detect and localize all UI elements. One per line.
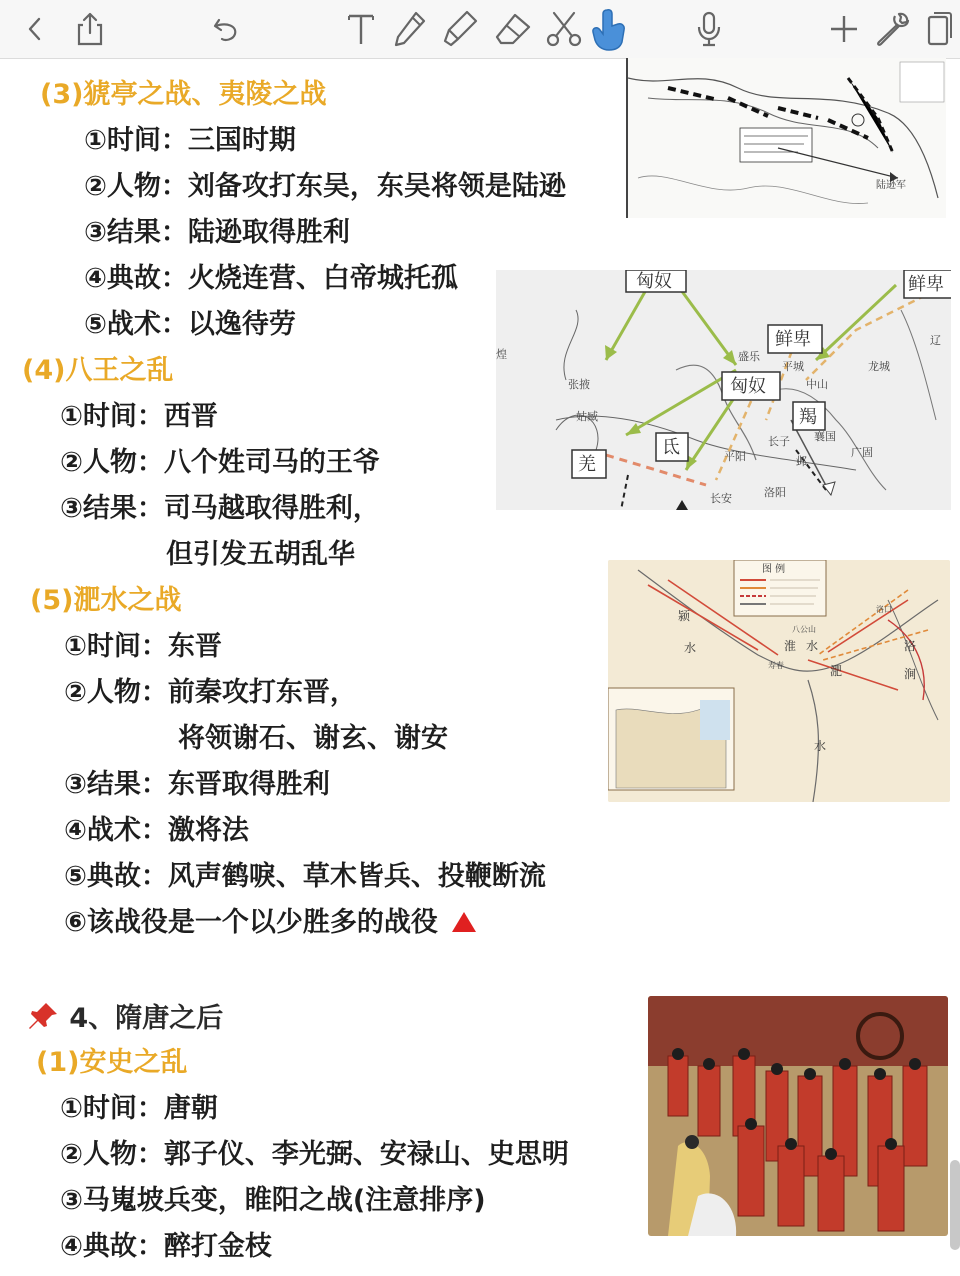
eraser-tool-button[interactable] xyxy=(492,8,534,50)
map2-label-ye: 邺 xyxy=(796,455,807,468)
map2-label-zhongshan: 中山 xyxy=(806,378,828,391)
map2-label-liao: 辽 xyxy=(930,334,941,347)
map2-label-pingcheng: 平城 xyxy=(782,360,804,373)
warning-triangle-icon xyxy=(451,910,477,934)
map1-label-lujiang: 陆逊军 xyxy=(876,180,906,191)
map2-label-di: 氐 xyxy=(662,437,680,458)
map2-label-pingyang: 平阳 xyxy=(724,450,746,463)
map3-label-ying: 颍 xyxy=(678,609,691,623)
mic-button[interactable] xyxy=(692,8,726,50)
map2-label-xianbei-top: 鲜卑 xyxy=(908,274,944,295)
map2-label-xianbei: 鲜卑 xyxy=(775,329,811,350)
section-heading-text: 4、隋唐之后 xyxy=(69,1003,224,1034)
hand-icon xyxy=(589,6,631,52)
map3-label-luokou: 洛口 xyxy=(876,605,892,614)
list-item: 但引发五胡乱华 xyxy=(166,539,355,570)
list-item: ①时间：东晋 xyxy=(64,631,222,662)
map2-label-longcheng: 龙城 xyxy=(868,360,890,373)
pages-button[interactable] xyxy=(924,8,954,50)
map2-label-zhangye: 张掖 xyxy=(568,378,590,391)
map2-label-huang: 煌 xyxy=(496,348,507,361)
list-item: ④战术：激将法 xyxy=(64,815,249,846)
map2-label-xiangguo: 襄国 xyxy=(814,430,836,443)
scissors-tool-button[interactable] xyxy=(544,8,584,50)
map2-label-guanggu: 广固 xyxy=(851,446,873,459)
map3-label-shouchun: 寿春 xyxy=(768,661,784,670)
pen-icon xyxy=(392,9,428,49)
microphone-icon xyxy=(695,10,723,48)
map3-label-jian: 涧 xyxy=(904,667,917,681)
map3-label-bagong: 八公山 xyxy=(792,625,816,634)
pushpin-icon xyxy=(26,1000,60,1032)
list-item: ③结果：东晋取得胜利 xyxy=(64,769,330,800)
list-item: 将领谢石、谢玄、谢安 xyxy=(178,723,448,754)
highlighter-icon xyxy=(441,9,479,49)
text-tool-button[interactable] xyxy=(344,8,378,50)
scrollbar-thumb[interactable] xyxy=(950,1160,960,1250)
map2-label-qiang: 羌 xyxy=(578,454,596,475)
pages-icon xyxy=(925,10,953,48)
feishui-battle-map xyxy=(608,560,950,802)
highlighter-tool-button[interactable] xyxy=(440,8,480,50)
section-title-eight-princes: (4)八王之乱 xyxy=(22,355,174,386)
list-item: ④典故：醉打金枝 xyxy=(60,1231,272,1262)
map2-label-shengle: 盛乐 xyxy=(738,350,760,363)
list-item: ③马嵬坡兵变，睢阳之战(注意排序) xyxy=(60,1185,486,1216)
map3-label-luo: 洛 xyxy=(904,639,917,653)
list-item: ①时间：唐朝 xyxy=(60,1093,218,1124)
share-button[interactable] xyxy=(72,8,108,50)
list-item: ⑤典故：风声鹤唳、草木皆兵、投鞭断流 xyxy=(64,861,546,892)
map3-label-shui: 水 xyxy=(684,641,697,655)
list-item: ②人物：前秦攻打东晋， xyxy=(64,677,357,708)
map3-label-huai: 淮 xyxy=(784,639,797,653)
tang-court-painting xyxy=(648,996,948,1236)
map2-label-changzi: 长子 xyxy=(768,435,790,448)
map3-label-shui3: 水 xyxy=(814,739,827,753)
undo-icon xyxy=(211,14,241,44)
scissors-icon xyxy=(544,9,584,49)
chevron-left-icon xyxy=(25,15,45,43)
map2-label-changan: 长安 xyxy=(710,492,732,505)
list-item: ①时间：西晋 xyxy=(60,401,218,432)
section-title-feishui: (5)淝水之战 xyxy=(30,585,182,616)
list-item: ②人物：郭子仪、李光弼、安禄山、史思明 xyxy=(60,1139,569,1170)
list-item: ③结果：司马越取得胜利， xyxy=(60,493,380,524)
list-item: ②人物：八个姓司马的王爷 xyxy=(60,447,380,478)
plus-icon xyxy=(828,13,860,45)
wrench-icon xyxy=(873,10,911,48)
settings-button[interactable] xyxy=(872,8,912,50)
section-title-an-shi: (1)安史之乱 xyxy=(36,1047,188,1078)
map2-label-xiongnu-top: 匈奴 xyxy=(636,271,672,292)
hand-tool-button[interactable] xyxy=(588,8,632,50)
toolbar xyxy=(0,0,960,59)
list-item: ③结果：陆逊取得胜利 xyxy=(84,217,350,248)
list-item-text: ⑥该战役是一个以少胜多的战役 xyxy=(64,907,438,938)
list-item: ⑤战术：以逸待劳 xyxy=(84,309,296,340)
map3-label-fei: 淝 xyxy=(830,664,843,678)
five-barbarians-map xyxy=(496,270,951,510)
eraser-icon xyxy=(493,11,533,47)
list-item: ①时间：三国时期 xyxy=(84,125,296,156)
yiling-battle-map xyxy=(626,58,946,218)
undo-button[interactable] xyxy=(208,8,244,50)
list-item xyxy=(64,906,477,940)
map2-label-jie: 羯 xyxy=(799,407,817,428)
add-button[interactable] xyxy=(826,8,862,50)
section-title-yiling: (3)猇亭之战、夷陵之战 xyxy=(40,79,327,110)
list-item: ②人物：刘备攻打东吴，东吴将领是陆逊 xyxy=(84,171,566,202)
share-icon xyxy=(75,11,105,47)
back-button[interactable] xyxy=(18,8,52,50)
map3-label-shui2: 水 xyxy=(806,639,819,653)
map3-legend-title: 图 例 xyxy=(762,564,786,575)
map2-label-guzang: 姑臧 xyxy=(576,410,598,423)
map2-label-luoyang: 洛阳 xyxy=(764,486,786,499)
list-item: ④典故：火烧连营、白帝城托孤 xyxy=(84,263,458,294)
map2-label-xiongnu: 匈奴 xyxy=(730,376,766,397)
section-heading-sui-tang xyxy=(26,1000,223,1036)
pen-tool-button[interactable] xyxy=(392,8,428,50)
text-icon xyxy=(346,11,376,47)
